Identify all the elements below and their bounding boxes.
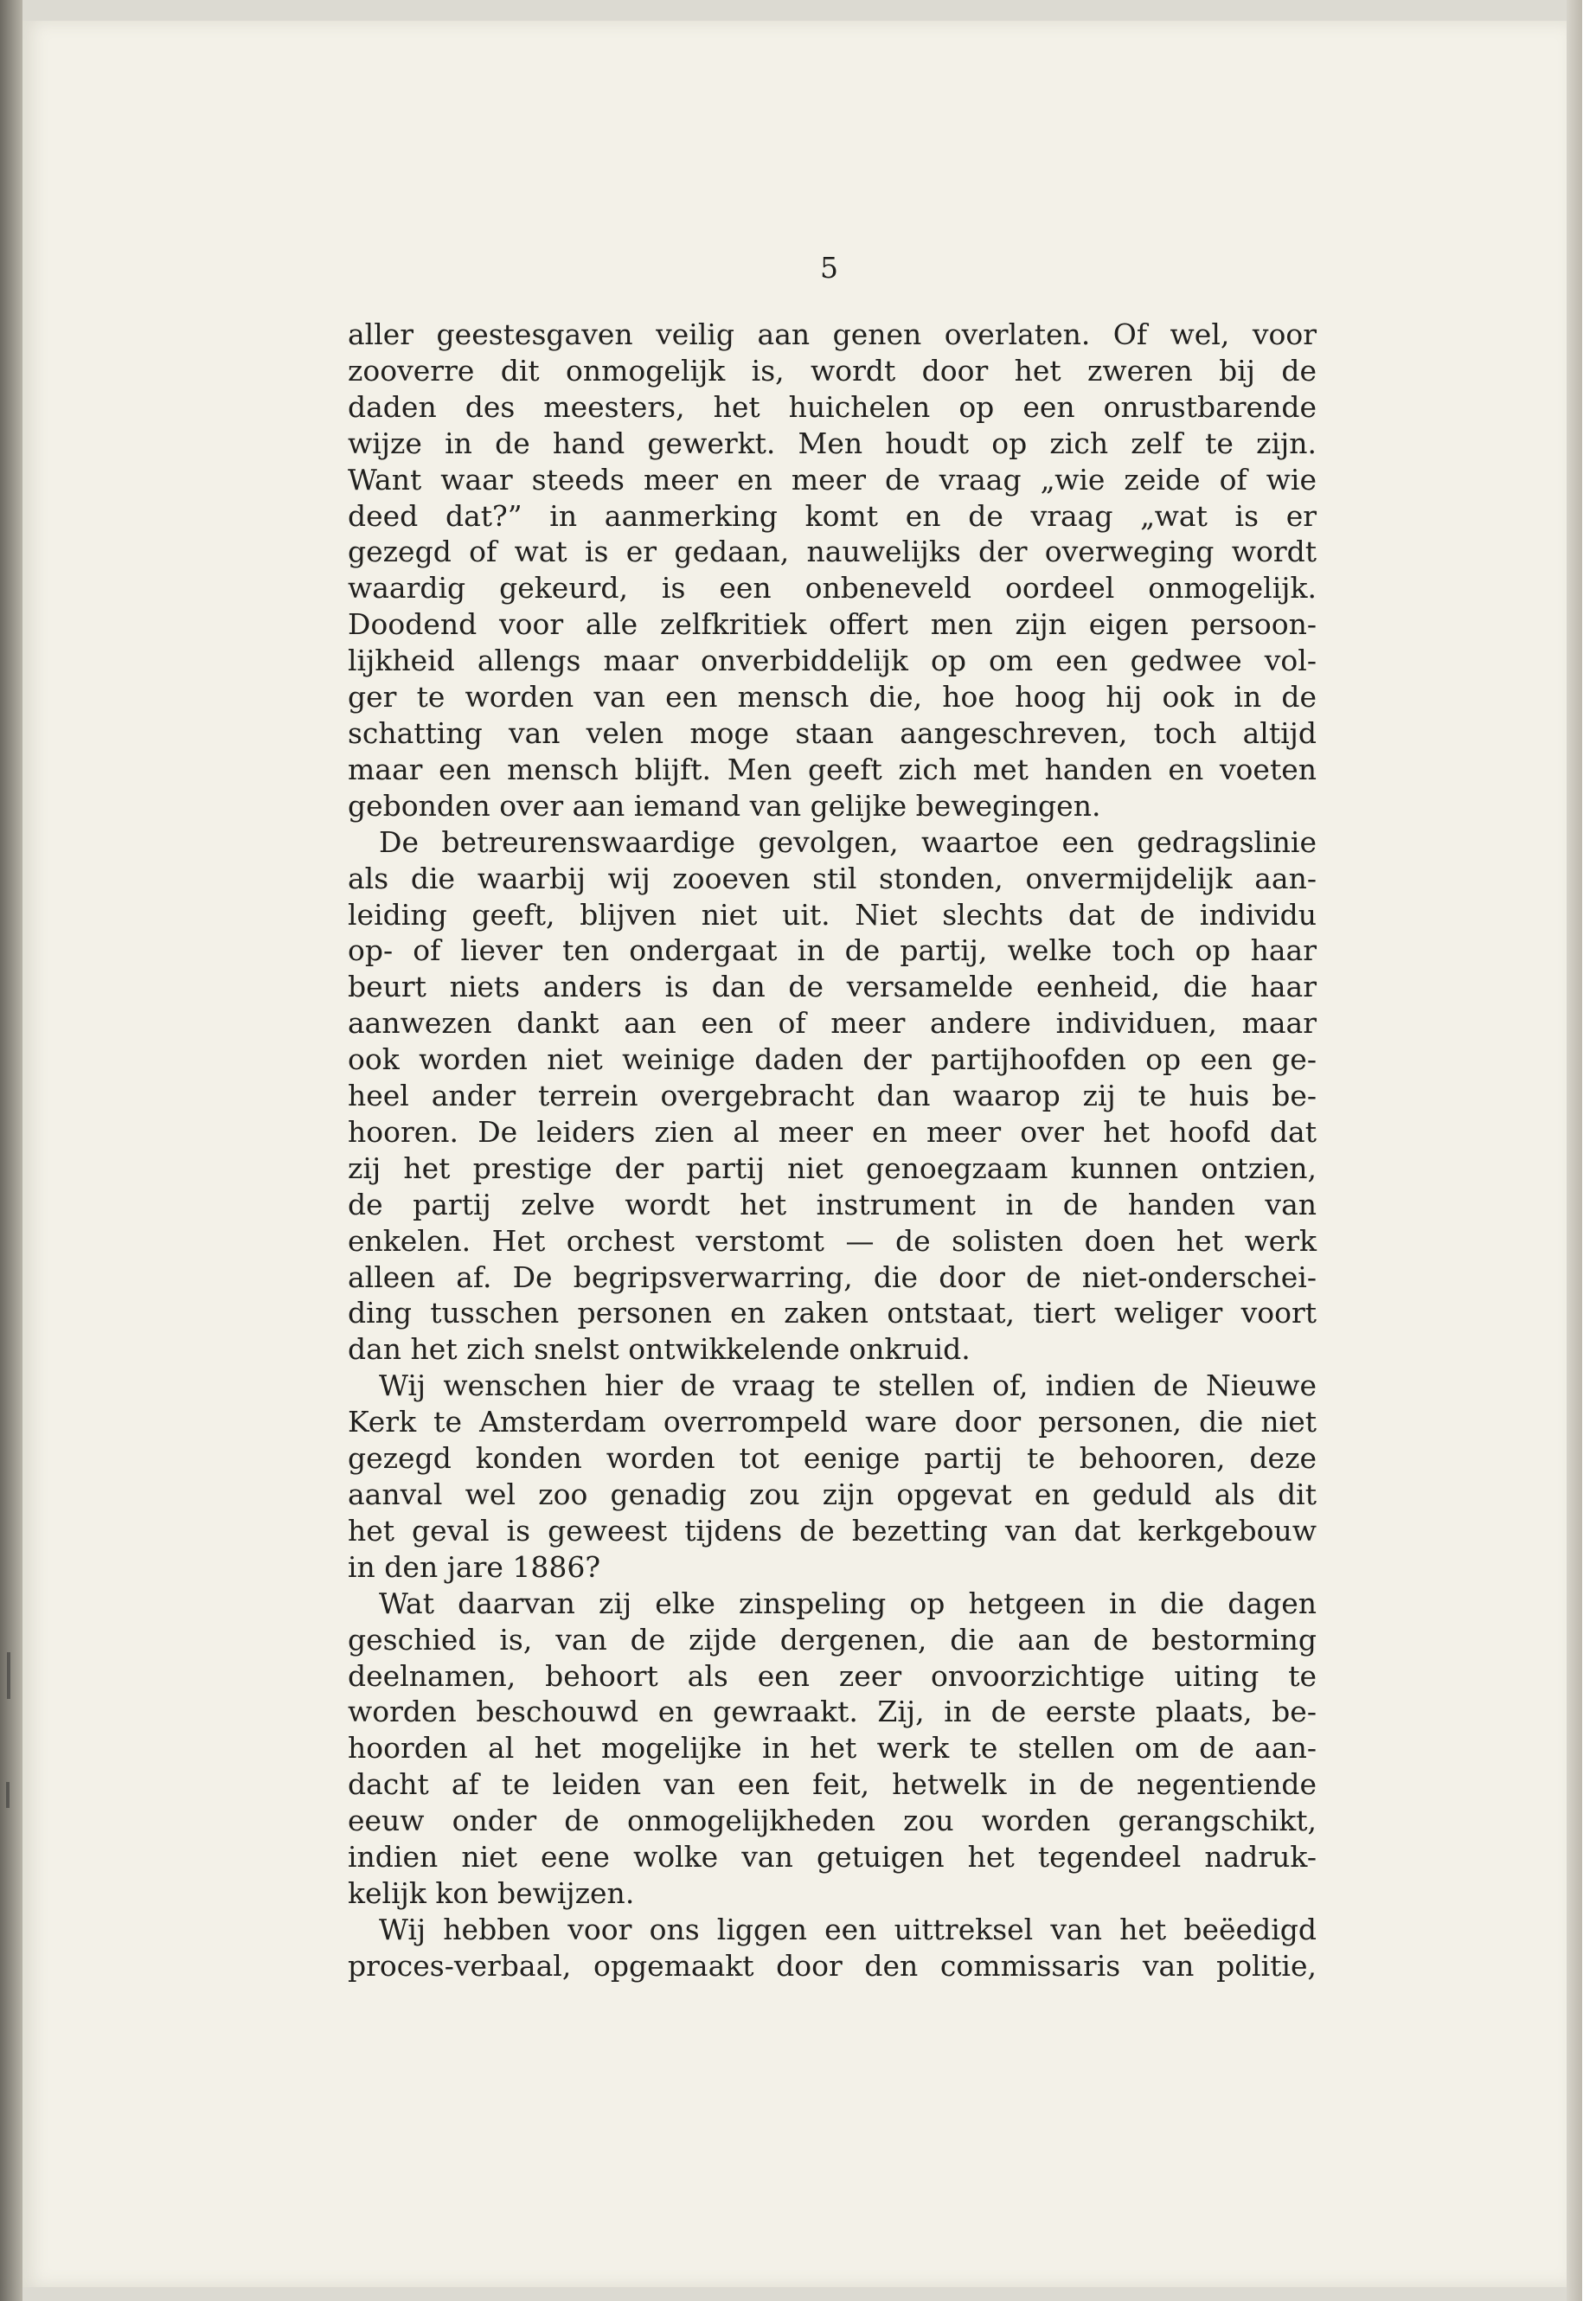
text-line: hooren. De leiders zien al meer en meer over het hoofd dat bbox=[348, 1114, 1317, 1149]
text-line: geschied is, van de zijde dergenen, die aan de bestorming bbox=[348, 1622, 1317, 1657]
text-line: dacht af te leiden van een feit, hetwelk in de negentiende bbox=[348, 1767, 1317, 1802]
scan-mark bbox=[6, 1782, 10, 1808]
text-line: aller geestesgaven veilig aan genen overlaten. Of wel, voor bbox=[348, 317, 1317, 351]
text-line: ook worden niet weinige daden der partijhoofden op een ge- bbox=[348, 1042, 1317, 1077]
page-edge bbox=[1567, 0, 1596, 2301]
text-line: deed dat?” in aanmerking komt en de vraag „wat is er bbox=[348, 498, 1317, 533]
text-line: op- of liever ten ondergaat in de partij, welke toch op haar bbox=[348, 933, 1317, 968]
text-line: De betreurenswaardige gevolgen, waartoe een gedragslinie bbox=[379, 824, 1317, 859]
text-line: Wat daarvan zij elke zinspeling op hetgeen in die dagen bbox=[379, 1586, 1317, 1620]
text-line: hoorden al het mogelijke in het werk te stellen om de aan- bbox=[348, 1731, 1317, 1766]
text-line: schatting van velen moge staan aangeschreven, toch altijd bbox=[348, 715, 1317, 750]
text-line: worden beschouwd en gewraakt. Zij, in de eerste plaats, be- bbox=[348, 1695, 1317, 1729]
text-line: Wij hebben voor ons liggen een uittreksel van het beëedigd bbox=[379, 1912, 1317, 1946]
text-line: maar een mensch blijft. Men geeft zich met handen en voeten bbox=[348, 752, 1317, 786]
text-line: aanwezen dankt aan een of meer andere individuen, maar bbox=[348, 1006, 1317, 1041]
text-line: Kerk te Amsterdam overrompeld ware door personen, die niet bbox=[348, 1405, 1317, 1439]
text-line: proces-verbaal, opgemaakt door den commissaris van politie, bbox=[348, 1948, 1317, 1983]
text-line: heel ander terrein overgebracht dan waarop zij te huis be- bbox=[348, 1079, 1317, 1113]
body-text bbox=[348, 317, 1317, 1984]
text-line: zooverre dit onmogelijk is, wordt door het zweren bij de bbox=[348, 353, 1317, 388]
text-line: kelijk kon bewijzen. bbox=[348, 1875, 635, 1910]
text-line: ger te worden van een mensch die, hoe hoog hij ook in de bbox=[348, 680, 1317, 715]
text-line: ding tusschen personen en zaken ontstaat, tiert weliger voort bbox=[348, 1296, 1317, 1330]
text-line: lijkheid allengs maar onverbiddelijk op om een gedwee vol- bbox=[348, 644, 1317, 678]
text-line: alleen af. De begripsverwarring, die door de niet-onderschei- bbox=[348, 1259, 1317, 1294]
text-line: Want waar steeds meer en meer de vraag „wie zeide of wie bbox=[348, 462, 1317, 497]
text-line: leiding geeft, blijven niet uit. Niet slechts dat de individu bbox=[348, 897, 1317, 932]
text-line: enkelen. Het orchest verstomt — de solisten doen het werk bbox=[348, 1223, 1317, 1258]
text-line: zij het prestige der partij niet genoegzaam kunnen ontzien, bbox=[348, 1150, 1317, 1185]
book-page bbox=[22, 21, 1567, 2287]
text-line: in den jare 1886? bbox=[348, 1549, 601, 1584]
text-line: als die waarbij wij zooeven stil stonden, onvermijdelijk aan- bbox=[348, 861, 1317, 895]
page-number: 5 bbox=[820, 251, 838, 285]
text-line: aanval wel zoo genadig zou zijn opgevat en geduld als dit bbox=[348, 1477, 1317, 1511]
text-line: dan het zich snelst ontwikkelende onkruid. bbox=[348, 1332, 971, 1367]
text-line: Doodend voor alle zelfkritiek offert men zijn eigen persoon- bbox=[348, 607, 1317, 642]
scan-mark bbox=[7, 1652, 10, 1699]
text-line: eeuw onder de onmogelijkheden zou worden gerangschikt, bbox=[348, 1804, 1317, 1838]
text-line: indien niet eene wolke van getuigen het tegendeel nadruk- bbox=[348, 1840, 1317, 1875]
text-line: gezegd konden worden tot eenige partij te behooren, deze bbox=[348, 1441, 1317, 1476]
text-line: de partij zelve wordt het instrument in de handen van bbox=[348, 1187, 1317, 1221]
text-line: gebonden over aan iemand van gelijke bewegingen. bbox=[348, 788, 1101, 823]
text-line: waardig gekeurd, is een onbeneveld oordeel onmogelijk. bbox=[348, 571, 1317, 606]
text-line: deelnamen, behoort als een zeer onvoorzichtige uiting te bbox=[348, 1658, 1317, 1693]
binding-shadow bbox=[0, 0, 22, 2301]
text-line: beurt niets anders is dan de versamelde eenheid, die haar bbox=[348, 970, 1317, 1004]
text-line: daden des meesters, het huichelen op een onrustbarende bbox=[348, 389, 1317, 424]
text-line: Wij wenschen hier de vraag te stellen of, indien de Nieuwe bbox=[379, 1368, 1317, 1403]
text-line: wijze in de hand gewerkt. Men houdt op zich zelf te zijn. bbox=[348, 426, 1317, 460]
text-line: gezegd of wat is er gedaan, nauwelijks der overweging wordt bbox=[348, 535, 1317, 569]
text-line: het geval is geweest tijdens de bezetting van dat kerkgebouw bbox=[348, 1513, 1317, 1548]
